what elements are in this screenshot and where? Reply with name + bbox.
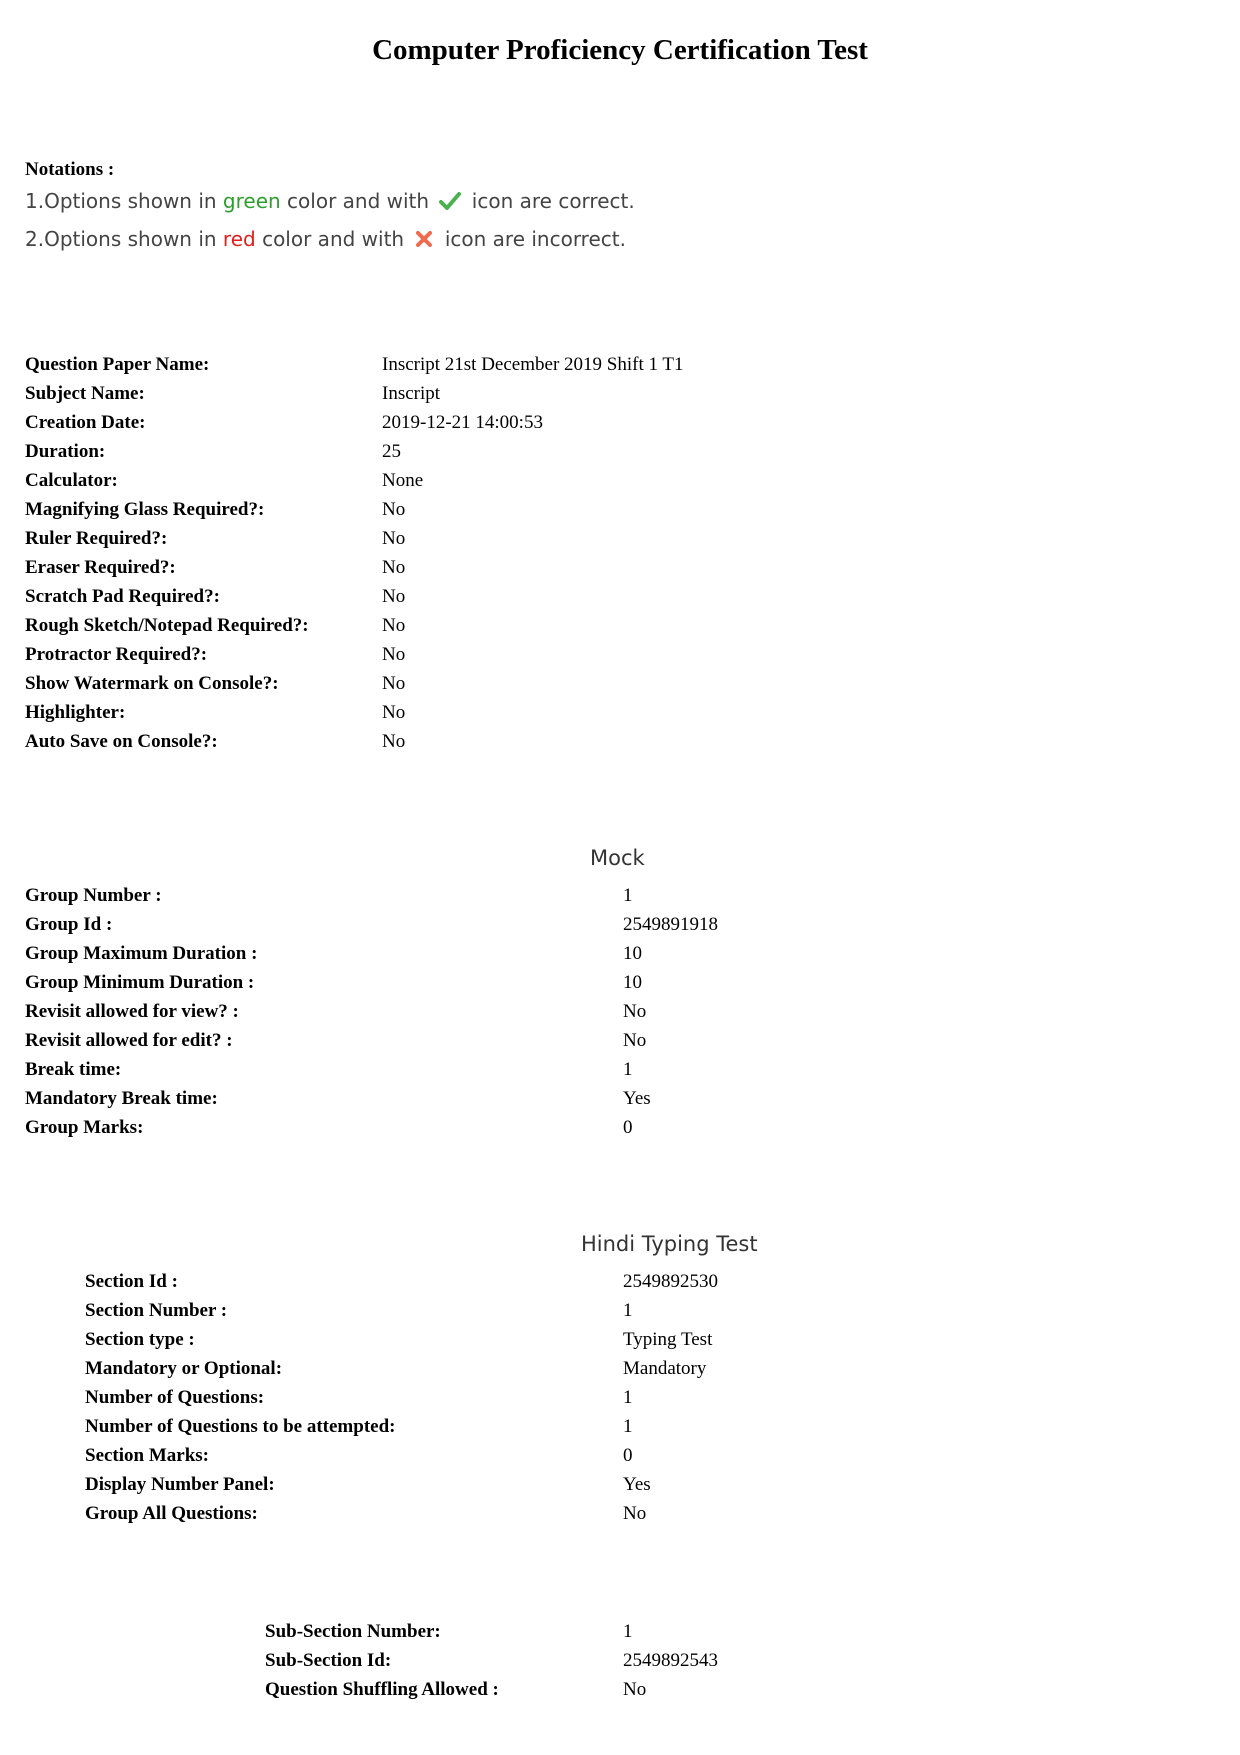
subsection-info-table (265, 1617, 718, 1704)
notation-incorrect-middle: color and with (255, 227, 411, 251)
info-value: No (382, 644, 406, 665)
info-label: Auto Save on Console?: (25, 731, 218, 752)
info-row (25, 437, 684, 466)
info-value: 25 (382, 441, 401, 462)
info-row (25, 669, 684, 698)
info-label: Subject Name: (25, 383, 145, 404)
info-row (25, 997, 718, 1026)
info-row (265, 1675, 718, 1704)
info-row (25, 582, 684, 611)
notation-incorrect (25, 220, 635, 258)
info-label: Group Marks: (25, 1117, 144, 1138)
info-label: Section Marks: (85, 1445, 210, 1466)
info-row (25, 495, 684, 524)
info-row (85, 1296, 718, 1325)
info-row (25, 968, 718, 997)
info-value: Inscript (382, 383, 441, 404)
check-icon (439, 191, 461, 211)
info-value: No (623, 1679, 647, 1700)
info-value: 0 (623, 1117, 633, 1138)
info-value: 10 (623, 972, 642, 993)
info-row (85, 1354, 718, 1383)
info-row (25, 698, 684, 727)
info-value: 1 (623, 1387, 633, 1408)
info-label: Revisit allowed for edit? : (25, 1030, 233, 1051)
info-value: Yes (623, 1474, 651, 1495)
info-label: Sub-Section Id: (265, 1650, 392, 1671)
info-row (25, 611, 684, 640)
info-row (85, 1267, 718, 1296)
info-row (265, 1646, 718, 1675)
info-value: 2549892543 (623, 1650, 718, 1671)
info-row (25, 727, 684, 756)
info-value: No (382, 528, 406, 549)
info-value: No (382, 557, 406, 578)
page-title: Computer Proficiency Certification Test (372, 34, 868, 66)
notation-correct-prefix: 1.Options shown in (25, 189, 223, 213)
info-label: Section type : (85, 1329, 195, 1350)
notations-heading: Notations : (25, 159, 115, 180)
info-row (25, 524, 684, 553)
info-value: No (382, 673, 406, 694)
info-value: Inscript 21st December 2019 Shift 1 T1 (382, 354, 684, 375)
info-label: Highlighter: (25, 702, 126, 723)
info-label: Number of Questions: (85, 1387, 265, 1408)
info-label: Revisit allowed for view? : (25, 1001, 239, 1022)
info-label: Group All Questions: (85, 1503, 258, 1524)
info-label: Mandatory or Optional: (85, 1358, 283, 1379)
info-label: Question Shuffling Allowed : (265, 1679, 499, 1700)
info-row (25, 379, 684, 408)
info-label: Section Number : (85, 1300, 228, 1321)
info-label: Group Number : (25, 885, 162, 906)
info-value: 2549892530 (623, 1271, 718, 1292)
info-label: Rough Sketch/Notepad Required?: (25, 615, 309, 636)
info-value: Yes (623, 1088, 651, 1109)
info-label: Group Maximum Duration : (25, 943, 258, 964)
info-value: No (623, 1030, 647, 1051)
info-label: Sub-Section Number: (265, 1621, 441, 1642)
info-row (25, 1113, 718, 1142)
info-row (85, 1383, 718, 1412)
info-label: Ruler Required?: (25, 528, 168, 549)
info-row (85, 1325, 718, 1354)
paper-info-table (25, 350, 684, 756)
section-info-table (85, 1267, 718, 1528)
notation-incorrect-prefix: 2.Options shown in (25, 227, 223, 251)
info-label: Question Paper Name: (25, 354, 210, 375)
info-row (85, 1441, 718, 1470)
info-row (25, 553, 684, 582)
info-value: No (382, 586, 406, 607)
notation-correct-middle: color and with (280, 189, 436, 213)
info-label: Eraser Required?: (25, 557, 176, 578)
info-row (25, 1055, 718, 1084)
info-label: Break time: (25, 1059, 122, 1080)
info-row (85, 1499, 718, 1528)
info-value: Typing Test (623, 1329, 713, 1350)
info-value: No (382, 702, 406, 723)
info-value: No (382, 731, 406, 752)
info-value: Mandatory (623, 1358, 707, 1379)
info-label: Display Number Panel: (85, 1474, 275, 1495)
info-label: Group Minimum Duration : (25, 972, 255, 993)
info-value: No (623, 1001, 647, 1022)
info-row (25, 408, 684, 437)
info-label: Scratch Pad Required?: (25, 586, 220, 607)
info-value: No (382, 499, 406, 520)
info-label: Show Watermark on Console?: (25, 673, 279, 694)
info-row (25, 640, 684, 669)
notation-green-word: green (222, 189, 281, 213)
info-row (85, 1470, 718, 1499)
info-row (25, 910, 718, 939)
info-value: No (623, 1503, 647, 1524)
info-row (25, 1084, 718, 1113)
section-heading: Hindi Typing Test (581, 1232, 758, 1256)
notation-incorrect-suffix: icon are incorrect. (438, 227, 626, 251)
notations (25, 158, 635, 258)
info-label: Protractor Required?: (25, 644, 208, 665)
info-label: Group Id : (25, 914, 113, 935)
notation-correct (25, 182, 635, 220)
info-row (25, 466, 684, 495)
info-label: Mandatory Break time: (25, 1088, 218, 1109)
info-row (25, 939, 718, 968)
info-row (25, 350, 684, 379)
cross-icon (414, 229, 434, 249)
info-value: 10 (623, 943, 642, 964)
info-value: 1 (623, 885, 633, 906)
group-info-table (25, 881, 718, 1142)
info-value: None (382, 470, 424, 491)
info-value: 1 (623, 1416, 633, 1437)
info-value: 2019-12-21 14:00:53 (382, 412, 543, 433)
info-value: No (382, 615, 406, 636)
info-value: 1 (623, 1059, 633, 1080)
info-value: 2549891918 (623, 914, 718, 935)
notation-red-word: red (222, 227, 256, 251)
info-row (85, 1412, 718, 1441)
info-label: Number of Questions to be attempted: (85, 1416, 396, 1437)
info-row (265, 1617, 718, 1646)
notation-correct-suffix: icon are correct. (465, 189, 635, 213)
info-value: 1 (623, 1300, 633, 1321)
info-row (25, 1026, 718, 1055)
info-label: Creation Date: (25, 412, 146, 433)
info-label: Magnifying Glass Required?: (25, 499, 265, 520)
info-row (25, 881, 718, 910)
group-heading: Mock (590, 846, 645, 870)
info-label: Calculator: (25, 470, 118, 491)
info-value: 1 (623, 1621, 633, 1642)
info-label: Section Id : (85, 1271, 178, 1292)
info-value: 0 (623, 1445, 633, 1466)
info-label: Duration: (25, 441, 106, 462)
